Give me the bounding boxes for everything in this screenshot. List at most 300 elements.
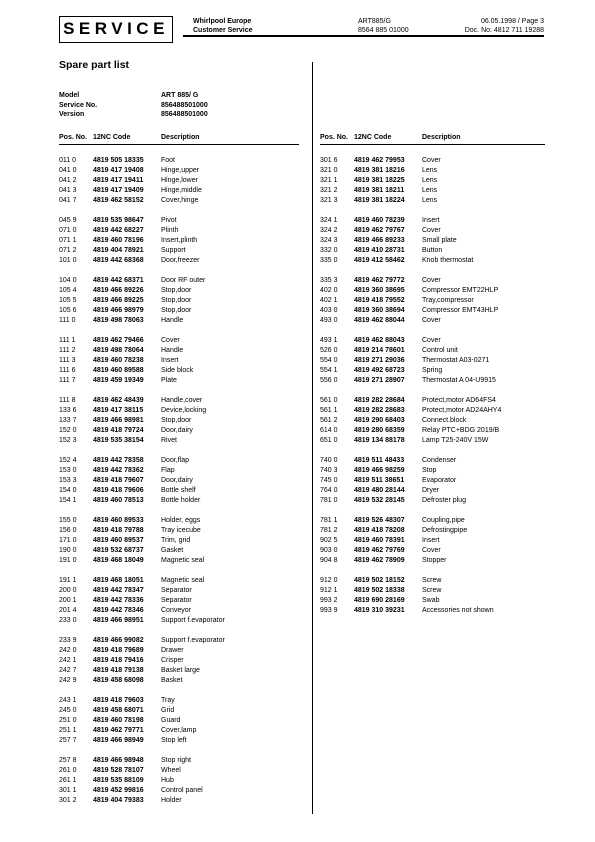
part-row	[59, 536, 309, 546]
position-number: 111 0	[59, 317, 76, 324]
position-number: 912 1	[320, 587, 338, 594]
part-description: Lens	[422, 167, 438, 174]
part-description: Spring	[422, 367, 443, 374]
part-description: Side block	[161, 367, 194, 374]
part-row	[320, 476, 550, 486]
position-number: 104 0	[59, 277, 77, 284]
position-number: 071 0	[59, 227, 77, 234]
right-column-headers	[320, 134, 461, 141]
part-description: Insert,plinth	[161, 237, 198, 244]
part-code: 4819 462 78909	[354, 557, 405, 564]
part-row	[59, 776, 309, 786]
part-description: Protect,motor AD24AHY4	[422, 407, 502, 414]
part-description: Control panel	[161, 787, 203, 794]
part-description: Tray icecube	[161, 527, 201, 534]
part-code: 4819 462 79771	[93, 727, 144, 734]
position-number: 745 0	[320, 477, 338, 484]
position-number: 903 0	[320, 547, 338, 554]
part-description: Door,dairy	[161, 427, 193, 434]
part-description: Foot	[161, 157, 176, 164]
part-description: Bottle shelf	[161, 487, 196, 494]
part-code: 4819 418 79689	[93, 647, 144, 654]
part-description: Stop,door	[161, 417, 192, 424]
part-code: 4819 417 19409	[93, 187, 144, 194]
position-number: 171 0	[59, 537, 77, 544]
part-code: 4819 462 88044	[354, 317, 405, 324]
part-description: Holder	[161, 797, 182, 804]
part-description: Knob thermostat	[422, 257, 474, 264]
part-row	[59, 596, 309, 606]
model-info	[59, 91, 208, 120]
part-code: 4819 505 18335	[93, 157, 144, 164]
part-code: 4819 462 58152	[93, 197, 144, 204]
part-code: 4819 460 89533	[93, 517, 144, 524]
part-code: 4819 466 98949	[93, 737, 144, 744]
part-description: Connect.block	[422, 417, 467, 424]
part-description: Accessories not shown	[422, 607, 494, 614]
part-row	[320, 166, 550, 176]
part-code: 4819 360 38694	[354, 307, 405, 314]
position-number: 781 0	[320, 497, 338, 504]
part-row	[59, 196, 309, 206]
part-row	[320, 526, 550, 536]
model-block	[358, 17, 409, 35]
part-code: 4819 502 18338	[354, 587, 405, 594]
part-row	[59, 156, 309, 166]
header-model: ART885/G	[358, 18, 391, 25]
part-row	[59, 706, 309, 716]
position-number: 781 2	[320, 527, 338, 534]
position-number: 071 1	[59, 237, 77, 244]
part-code: 4819 511 38651	[354, 477, 405, 484]
part-description: Support	[161, 247, 186, 254]
part-row	[320, 486, 550, 496]
part-description: Separator	[161, 597, 192, 604]
part-group	[59, 276, 309, 326]
part-row	[59, 456, 309, 466]
position-number: 321 1	[320, 177, 338, 184]
part-code: 4819 532 28145	[354, 497, 405, 504]
part-description: Door RF outer	[161, 277, 206, 284]
part-group	[320, 276, 550, 326]
part-code: 4819 282 28684	[354, 397, 405, 404]
part-row	[59, 436, 309, 446]
part-code: 4819 282 28683	[354, 407, 405, 414]
part-description: Evaporator	[422, 477, 457, 484]
part-row	[59, 396, 309, 406]
part-code: 4819 442 78346	[93, 607, 144, 614]
part-group	[320, 396, 550, 446]
part-row	[320, 156, 550, 166]
part-row	[320, 426, 550, 436]
part-row	[59, 376, 309, 386]
position-number: 191 0	[59, 557, 77, 564]
position-number: 902 5	[320, 537, 338, 544]
part-row	[59, 346, 309, 356]
part-row	[320, 456, 550, 466]
position-number: 402 1	[320, 297, 338, 304]
part-row	[320, 576, 550, 586]
position-number: 200 1	[59, 597, 77, 604]
part-row	[59, 236, 309, 246]
part-description: Separator	[161, 587, 192, 594]
position-number: 153 3	[59, 477, 77, 484]
part-row	[320, 356, 550, 366]
part-code: 4819 418 79603	[93, 697, 144, 704]
part-code: 4819 526 48307	[354, 517, 405, 524]
part-description: Cover	[422, 277, 441, 284]
part-code: 4819 535 38154	[93, 437, 144, 444]
position-number: 154 0	[59, 487, 77, 494]
part-row	[59, 646, 309, 656]
part-code: 4819 460 89588	[93, 367, 144, 374]
part-row	[59, 616, 309, 626]
part-code: 4819 458 68098	[93, 677, 144, 684]
position-number: 011 0	[59, 157, 76, 164]
part-group	[320, 156, 550, 206]
position-number: 261 0	[59, 767, 77, 774]
part-row	[59, 786, 309, 796]
part-code: 4819 468 18051	[93, 577, 144, 584]
part-description: Guard	[161, 717, 181, 724]
part-code: 4819 466 98259	[354, 467, 405, 474]
position-number: 335 3	[320, 277, 338, 284]
position-number: 321 3	[320, 197, 338, 204]
position-number: 993 2	[320, 597, 338, 604]
position-number: 556 0	[320, 377, 338, 384]
part-group	[59, 696, 309, 746]
position-number: 191 1	[59, 577, 77, 584]
part-code: 4819 418 79724	[93, 427, 144, 434]
part-description: Thermostat A 04-U9915	[422, 377, 496, 384]
position-number: 133 6	[59, 407, 77, 414]
position-number: 105 5	[59, 297, 77, 304]
part-group	[59, 636, 309, 686]
part-description: Dryer	[422, 487, 440, 494]
part-code: 4819 418 79607	[93, 477, 144, 484]
position-number: 153 0	[59, 467, 77, 474]
part-row	[320, 256, 550, 266]
position-number: 041 2	[59, 177, 77, 184]
part-row	[59, 696, 309, 706]
part-row	[59, 286, 309, 296]
part-description: Stop left	[161, 737, 187, 744]
left-column-headers	[59, 134, 200, 141]
part-row	[59, 466, 309, 476]
version-value: 856488501000	[161, 111, 208, 118]
part-code: 4819 442 78336	[93, 597, 144, 604]
part-code: 4819 460 78513	[93, 497, 144, 504]
part-row	[59, 426, 309, 436]
right-header-rule	[320, 144, 545, 145]
part-description: Stop,door	[161, 297, 192, 304]
part-description: Basket	[161, 677, 183, 684]
part-row	[320, 216, 550, 226]
part-code: 4819 417 19411	[93, 177, 144, 184]
part-code: 4819 462 79953	[354, 157, 405, 164]
part-code: 4819 460 78239	[354, 217, 405, 224]
part-row	[59, 766, 309, 776]
part-code: 4819 271 29036	[354, 357, 405, 364]
part-description: Grid	[161, 707, 175, 714]
position-number: 245 0	[59, 707, 77, 714]
part-description: Screw	[422, 587, 442, 594]
part-code: 4819 466 98981	[93, 417, 144, 424]
part-code: 4819 502 18152	[354, 577, 405, 584]
part-code: 4819 381 18224	[354, 197, 405, 204]
position-number: 156 0	[59, 527, 77, 534]
part-code: 4819 134 88178	[354, 437, 405, 444]
position-number: 324 3	[320, 237, 338, 244]
part-row	[59, 296, 309, 306]
part-description: Cover	[422, 547, 441, 554]
position-number: 301 1	[59, 787, 77, 794]
part-code: 4819 458 68071	[93, 707, 144, 714]
part-code: 4819 442 78358	[93, 457, 144, 464]
position-number: 041 7	[59, 197, 77, 204]
position-number: 251 0	[59, 717, 77, 724]
part-description: Lens	[422, 187, 438, 194]
doc-info-block	[465, 17, 544, 35]
part-row	[320, 186, 550, 196]
service-logo: SERVICE	[59, 16, 173, 43]
version-label: Version	[59, 111, 85, 118]
part-code: 4819 690 28169	[354, 597, 405, 604]
position-number: 321 2	[320, 187, 338, 194]
position-number: 243 1	[59, 697, 77, 704]
part-description: Stop	[422, 467, 437, 474]
position-number: 071 2	[59, 247, 77, 254]
right-parts-list	[320, 156, 550, 626]
part-description: Cover	[422, 227, 441, 234]
part-code: 4819 381 18216	[354, 167, 405, 174]
position-number: 332 0	[320, 247, 338, 254]
part-row	[59, 226, 309, 236]
part-description: Cover,hinge	[161, 197, 199, 204]
part-row	[320, 606, 550, 616]
position-number: 904 8	[320, 557, 338, 564]
part-description: Relay PTC+BDG 2019/B	[422, 427, 500, 434]
part-code: 4819 492 68723	[354, 367, 405, 374]
part-row	[59, 416, 309, 426]
position-number: 261 1	[59, 777, 77, 784]
part-description: Holder, eggs	[161, 517, 201, 524]
position-number: 154 1	[59, 497, 77, 504]
part-code: 4819 480 28144	[354, 487, 405, 494]
part-code: 4819 214 78601	[354, 347, 405, 354]
part-row	[59, 656, 309, 666]
part-code: 4819 459 19349	[93, 377, 144, 384]
part-code: 4819 271 28907	[354, 377, 405, 384]
part-code: 4819 462 88043	[354, 337, 405, 344]
part-row	[59, 276, 309, 286]
part-code: 4819 466 98951	[93, 617, 144, 624]
part-row	[320, 436, 550, 446]
part-description: Gasket	[161, 547, 184, 554]
part-description: Tray	[161, 697, 175, 704]
part-code: 4819 535 98647	[93, 217, 144, 224]
part-group	[320, 576, 550, 616]
part-row	[320, 226, 550, 236]
header-divider	[183, 35, 544, 37]
part-row	[320, 536, 550, 546]
position-number: 111 1	[59, 337, 76, 344]
part-row	[320, 596, 550, 606]
part-row	[59, 406, 309, 416]
part-code: 4819 498 78064	[93, 347, 144, 354]
part-row	[320, 546, 550, 556]
part-description: Stop,door	[161, 287, 192, 294]
part-row	[320, 276, 550, 286]
part-description: Control unit	[422, 347, 458, 354]
part-row	[59, 216, 309, 226]
part-description: Compressor EMT22HLP	[422, 287, 499, 294]
part-description: Defroster plug	[422, 497, 466, 504]
part-code: 4819 528 78107	[93, 767, 144, 774]
part-row	[59, 356, 309, 366]
position-number: 045 9	[59, 217, 77, 224]
part-code: 4819 418 79606	[93, 487, 144, 494]
position-number: 152 3	[59, 437, 77, 444]
position-number: 324 2	[320, 227, 338, 234]
part-code: 4819 417 38115	[93, 407, 144, 414]
part-group	[59, 456, 309, 506]
position-number: 740 3	[320, 467, 338, 474]
part-row	[59, 246, 309, 256]
position-number: 111 8	[59, 397, 76, 404]
part-description: Hinge,middle	[161, 187, 202, 194]
part-description: Cover	[422, 317, 441, 324]
part-group	[320, 516, 550, 566]
department-name: Customer Service	[193, 27, 253, 34]
part-code: 4819 498 78063	[93, 317, 144, 324]
part-row	[59, 736, 309, 746]
part-row	[320, 286, 550, 296]
position-number: 493 1	[320, 337, 338, 344]
part-row	[320, 346, 550, 356]
part-row	[59, 726, 309, 736]
part-code: 4819 468 18049	[93, 557, 144, 564]
column-divider	[312, 62, 313, 814]
position-number: 764 0	[320, 487, 338, 494]
part-description: Pivot	[161, 217, 177, 224]
position-number: 105 6	[59, 307, 77, 314]
position-number: 242 9	[59, 677, 77, 684]
part-row	[59, 526, 309, 536]
part-description: Cover	[161, 337, 180, 344]
part-description: Plate	[161, 377, 177, 384]
part-description: Handle	[161, 317, 184, 324]
part-description: Handle	[161, 347, 184, 354]
pos-header: Pos. No.	[320, 134, 349, 141]
part-row	[59, 316, 309, 326]
page-title: Spare part list	[59, 59, 130, 71]
part-group	[320, 456, 550, 506]
part-description: Drawer	[161, 647, 184, 654]
part-code: 4819 460 89537	[93, 537, 144, 544]
part-description: Rivet	[161, 437, 177, 444]
nc-header: 12NC Code	[93, 134, 131, 141]
date-page: 06.05.1998 / Page 3	[480, 18, 544, 25]
part-description: Stop,door	[161, 307, 192, 314]
part-row	[320, 296, 550, 306]
part-description: Wheel	[161, 767, 181, 774]
part-description: Handle,cover	[161, 397, 203, 404]
part-group	[320, 216, 550, 266]
part-description: Support f.evaporator	[161, 617, 225, 624]
part-row	[59, 336, 309, 346]
desc-header: Description	[422, 134, 461, 141]
position-number: 912 0	[320, 577, 338, 584]
part-row	[59, 476, 309, 486]
part-description: Lamp T25-240V 15W	[422, 437, 489, 444]
position-number: 111 7	[59, 377, 76, 384]
position-number: 257 7	[59, 737, 77, 744]
part-code: 4819 442 78362	[93, 467, 144, 474]
position-number: 403 0	[320, 307, 338, 314]
part-code: 4819 460 78196	[93, 237, 144, 244]
part-description: Protect,motor AD64FS4	[422, 397, 496, 404]
part-row	[59, 796, 309, 806]
part-row	[320, 306, 550, 316]
part-row	[320, 556, 550, 566]
part-row	[320, 246, 550, 256]
part-row	[59, 556, 309, 566]
part-description: Hub	[161, 777, 174, 784]
part-description: Lens	[422, 177, 438, 184]
part-row	[320, 516, 550, 526]
part-row	[320, 416, 550, 426]
part-row	[320, 466, 550, 476]
position-number: 614 0	[320, 427, 338, 434]
part-row	[59, 306, 309, 316]
position-number: 301 6	[320, 157, 338, 164]
part-code: 4819 452 99816	[93, 787, 144, 794]
position-number: 301 2	[59, 797, 77, 804]
position-number: 251 1	[59, 727, 77, 734]
part-description: Compressor EMT43HLP	[422, 307, 499, 314]
part-code: 4819 442 68227	[93, 227, 144, 234]
part-row	[320, 496, 550, 506]
part-description: Thermostat A03-0271	[422, 357, 490, 364]
part-code: 4819 532 68737	[93, 547, 144, 554]
position-number: 233 9	[59, 637, 77, 644]
part-code: 4819 381 18225	[354, 177, 405, 184]
position-number: 242 1	[59, 657, 77, 664]
part-code: 4819 462 79769	[354, 547, 405, 554]
position-number: 242 7	[59, 667, 77, 674]
position-number: 101 0	[59, 257, 77, 264]
part-description: Plinth	[161, 227, 179, 234]
company-block	[193, 17, 253, 35]
part-code: 4819 418 79552	[354, 297, 405, 304]
part-description: Insert	[161, 357, 179, 364]
part-description: Insert	[422, 217, 440, 224]
part-row	[59, 496, 309, 506]
part-row	[59, 676, 309, 686]
part-code: 4819 460 78391	[354, 537, 405, 544]
part-group	[320, 336, 550, 386]
part-row	[320, 586, 550, 596]
left-parts-list	[59, 156, 309, 816]
pos-header: Pos. No.	[59, 134, 88, 141]
header-service-no: 8564 885 01000	[358, 27, 409, 34]
position-number: 133 7	[59, 417, 77, 424]
position-number: 111 2	[59, 347, 76, 354]
position-number: 554 0	[320, 357, 338, 364]
part-description: Hinge,upper	[161, 167, 200, 174]
position-number: 257 8	[59, 757, 77, 764]
